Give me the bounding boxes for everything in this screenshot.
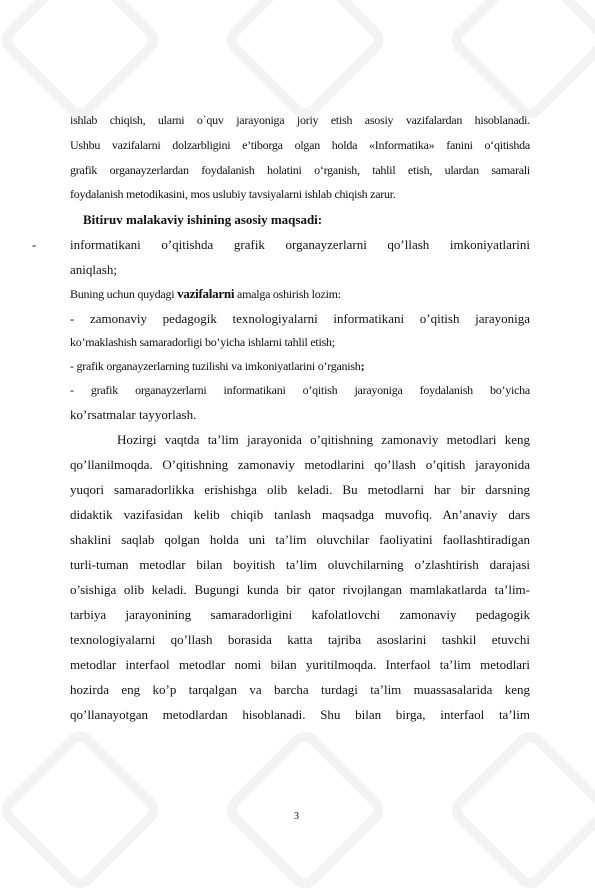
text-line: grafik organayzerlardan foydalanish holatini o‘rganish, tahlil etish, ulardan samarali: [70, 163, 530, 177]
page-number: 3: [294, 811, 299, 822]
text-line: - grafik organayzerlarni informatikani o’qitish jarayoniga foydalanish bo’yicha: [70, 383, 530, 397]
text-line: qo’llanayotgan metodlardan hisoblanadi. Shu bilan birga, interfaol ta’lim: [70, 707, 530, 722]
text-line: shaklini saqlab qolgan holda uni ta’lim oluvchilar faoliyatini faollashtiradigan: [70, 532, 530, 547]
text-line: o’sishiga olib keladi. Bugungi kunda bir qator rivojlangan mamlakatlarda ta’lim-: [70, 582, 530, 597]
text-line: ko’rsatmalar tayyorlash.: [70, 407, 197, 422]
watermark-shape: [0, 725, 165, 895]
text-line: Ushbu vazifalarni dolzarbligini e’tiborga olgan holda «Informatika» fanini o‘qitishda: [70, 138, 530, 152]
text-line: hozirda eng ko’p tarqalgan va barcha turdagi ta’lim muassasalarida keng: [70, 682, 530, 697]
text-line: turli-tuman metodlar bilan boyitish ta’lim oluvchilarning o’zlashtirish darajasi: [70, 557, 530, 572]
semicolon: ;: [360, 359, 365, 373]
text-line: aniqlash;: [70, 262, 117, 277]
text-line: texnologiyalarni qo’llash borasida katta tajriba asoslarini tashkil etuvchi: [70, 632, 530, 647]
text-line: ko’maklashish samaradorligi bo’yicha ishlarni tahlil etish;: [70, 335, 335, 349]
text-line: foydalanish metodikasini, mos uslubiy tavsiyalarni ishlab chiqish zarur.: [70, 187, 396, 201]
watermark-shape: [0, 0, 165, 125]
tasks-intro-line: [70, 285, 530, 303]
text-line: qo’llanilmoqda. O’qitishning zamonaviy metodlarini qo’llash o’qitish jarayonida: [70, 457, 530, 472]
watermark-shape: [445, 725, 595, 895]
text-line: yuqori samaradorlikka erishishga olib keladi. Bu metodlarni har bir darsning: [70, 482, 530, 497]
text-line: - zamonaviy pedagogik texnologiyalarni informatikani o’qitish jarayoniga: [70, 311, 530, 326]
text-line: didaktik vazifasidan kelib chiqib tanlash maqsadga muvofiq. An’anaviy dars: [70, 507, 530, 522]
section-heading: Bitiruv malakaviy ishining asosiy maqsadi:: [83, 212, 323, 227]
text-line: metodlar interfaol metodlar nomi bilan yuritilmoqda. Interfaol ta’lim metodlari: [70, 657, 530, 672]
text-line: [70, 358, 530, 375]
tasks-intro-bold: vazifalarni: [177, 286, 235, 301]
text-line: tarbiya jarayonining samaradorligini kafolatlovchi zamonaviy pedagogik: [70, 607, 530, 622]
watermark-shape: [220, 0, 390, 125]
list-item-text: - grafik organayzerlarning tuzilishi va imkoniyatlarini o’rganish: [70, 359, 361, 373]
list-dash: -: [32, 237, 37, 252]
tasks-intro-rest: amalga oshirish lozim:: [237, 287, 341, 301]
watermark-shape: [445, 0, 595, 125]
tasks-intro-text: Buning uchun quydagi: [70, 287, 175, 301]
text-line: informatikani o’qitishda grafik organayzerlarni qo’llash imkoniyatlarini: [70, 237, 530, 252]
text-line: ishlab chiqish, ularni o`quv jarayoniga joriy etish asosiy vazifalardan hisoblanadi.: [70, 113, 530, 127]
watermark-shape: [220, 725, 390, 895]
paragraph-first-line: Hozirgi vaqtda ta’lim jarayonida o’qitishning zamonaviy metodlari keng: [117, 432, 530, 447]
